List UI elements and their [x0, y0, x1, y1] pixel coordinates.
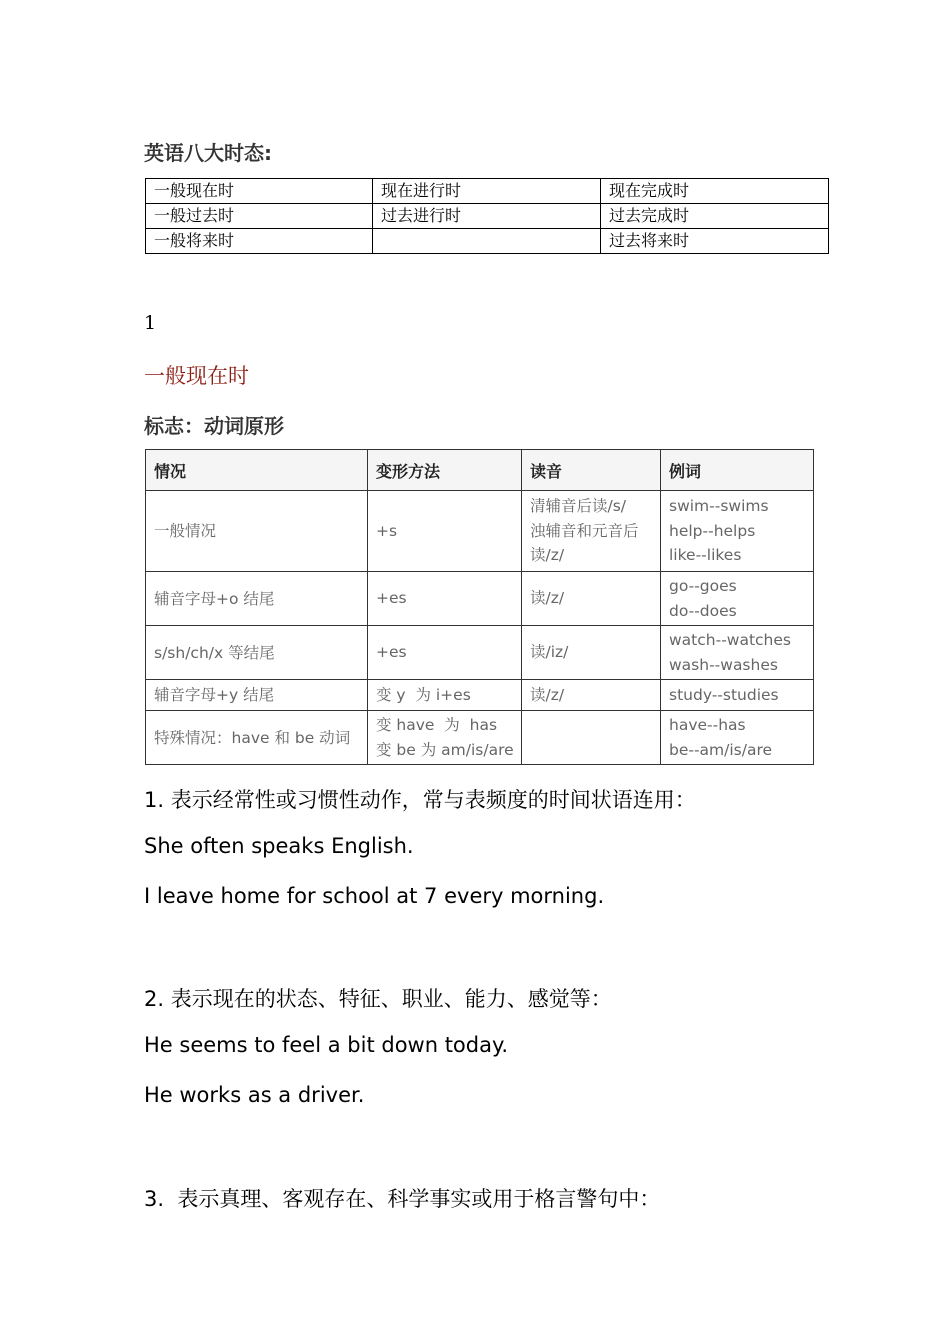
- example-word: go--goes: [669, 577, 737, 595]
- usage-heading: 1. 表示经常性或习惯性动作，常与表频度的时间状语连用：: [144, 788, 696, 812]
- examples-cell: [661, 711, 814, 765]
- rules-table: [145, 449, 814, 765]
- section-number: 1: [144, 312, 157, 334]
- example-word: wash--washes: [669, 655, 778, 674]
- tense-cell: [373, 229, 601, 254]
- example-word: like--likes: [669, 546, 742, 565]
- case-cell: 辅音字母+y 结尾: [146, 680, 368, 711]
- pronunciation-line: 读/z/: [530, 685, 565, 704]
- method-cell: [368, 680, 522, 711]
- example-sentence: I leave home for school at 7 every morning.: [144, 884, 605, 908]
- tense-cell: 一般将来时: [146, 229, 373, 254]
- table-row: [146, 626, 814, 680]
- example-word: swim--swims: [669, 497, 769, 516]
- column-header: 例词: [661, 450, 814, 491]
- case-cell: 辅音字母+o 结尾: [146, 572, 368, 626]
- method-cell: [368, 491, 522, 572]
- pronunciation-line: 读/iz/: [530, 643, 569, 662]
- column-header: 读音: [522, 450, 661, 491]
- tense-cell: 过去完成时: [601, 204, 829, 229]
- method-line: 变 y 为 i+es: [376, 685, 471, 704]
- tense-cell: 一般过去时: [146, 204, 373, 229]
- usage-heading: 2. 表示现在的状态、特征、职业、能力、感觉等：: [144, 987, 612, 1011]
- table-row: [146, 179, 829, 204]
- tense-cell: 现在完成时: [601, 179, 829, 204]
- column-header: 变形方法: [368, 450, 522, 491]
- tense-cell: 过去将来时: [601, 229, 829, 254]
- method-line: +es: [376, 589, 407, 608]
- pronunciation-line: 读/z/: [530, 546, 565, 565]
- example-word: help--helps: [669, 521, 756, 540]
- examples-cell: [661, 680, 814, 711]
- pronunciation-line: 清辅音后读/s/: [530, 497, 627, 516]
- pronunciation-cell: [522, 711, 661, 765]
- section-title: 一般现在时: [144, 364, 249, 388]
- case-cell: 特殊情况：have 和 be 动词: [146, 711, 368, 765]
- method-cell: [368, 572, 522, 626]
- method-line: +es: [376, 643, 407, 662]
- pronunciation-line: 浊辅音和元音后: [530, 521, 639, 540]
- page-title: 英语八大时态:: [144, 141, 272, 165]
- column-header: 情况: [146, 450, 368, 491]
- table-header-row: [146, 450, 814, 491]
- pronunciation-cell: [522, 491, 661, 572]
- tense-cell: 现在进行时: [373, 179, 601, 204]
- usage-heading: 3. 表示真理、客观存在、科学事实或用于格言警句中：: [144, 1187, 661, 1211]
- table-row: [146, 680, 814, 711]
- table-row: [146, 204, 829, 229]
- tense-cell: 过去进行时: [373, 204, 601, 229]
- method-line: 变 be 为 am/is/are: [376, 740, 514, 759]
- marker-heading: 标志：动词原形: [144, 414, 284, 438]
- case-cell: 一般情况: [146, 491, 368, 572]
- table-row: [146, 229, 829, 254]
- case-cell: s/sh/ch/x 等结尾: [146, 626, 368, 680]
- method-line: +s: [376, 521, 398, 540]
- tenses-table: [145, 178, 829, 254]
- pronunciation-line: 读/z/: [530, 589, 565, 608]
- method-cell: [368, 626, 522, 680]
- example-sentence: He seems to feel a bit down today.: [144, 1033, 509, 1057]
- example-word: watch--watches: [669, 631, 791, 649]
- method-cell: [368, 711, 522, 765]
- pronunciation-cell: [522, 626, 661, 680]
- example-word: have--has: [669, 716, 746, 734]
- tense-cell: 一般现在时: [146, 179, 373, 204]
- table-row: [146, 491, 814, 572]
- examples-cell: [661, 491, 814, 572]
- pronunciation-cell: [522, 680, 661, 711]
- example-word: do--does: [669, 601, 737, 620]
- example-word: be--am/is/are: [669, 740, 773, 759]
- method-line: 变 have 为 has: [376, 716, 498, 734]
- examples-cell: [661, 572, 814, 626]
- example-word: study--studies: [669, 685, 779, 704]
- table-row: [146, 572, 814, 626]
- example-sentence: She often speaks English.: [144, 834, 414, 858]
- examples-cell: [661, 626, 814, 680]
- table-row: [146, 711, 814, 765]
- pronunciation-cell: [522, 572, 661, 626]
- example-sentence: He works as a driver.: [144, 1083, 365, 1107]
